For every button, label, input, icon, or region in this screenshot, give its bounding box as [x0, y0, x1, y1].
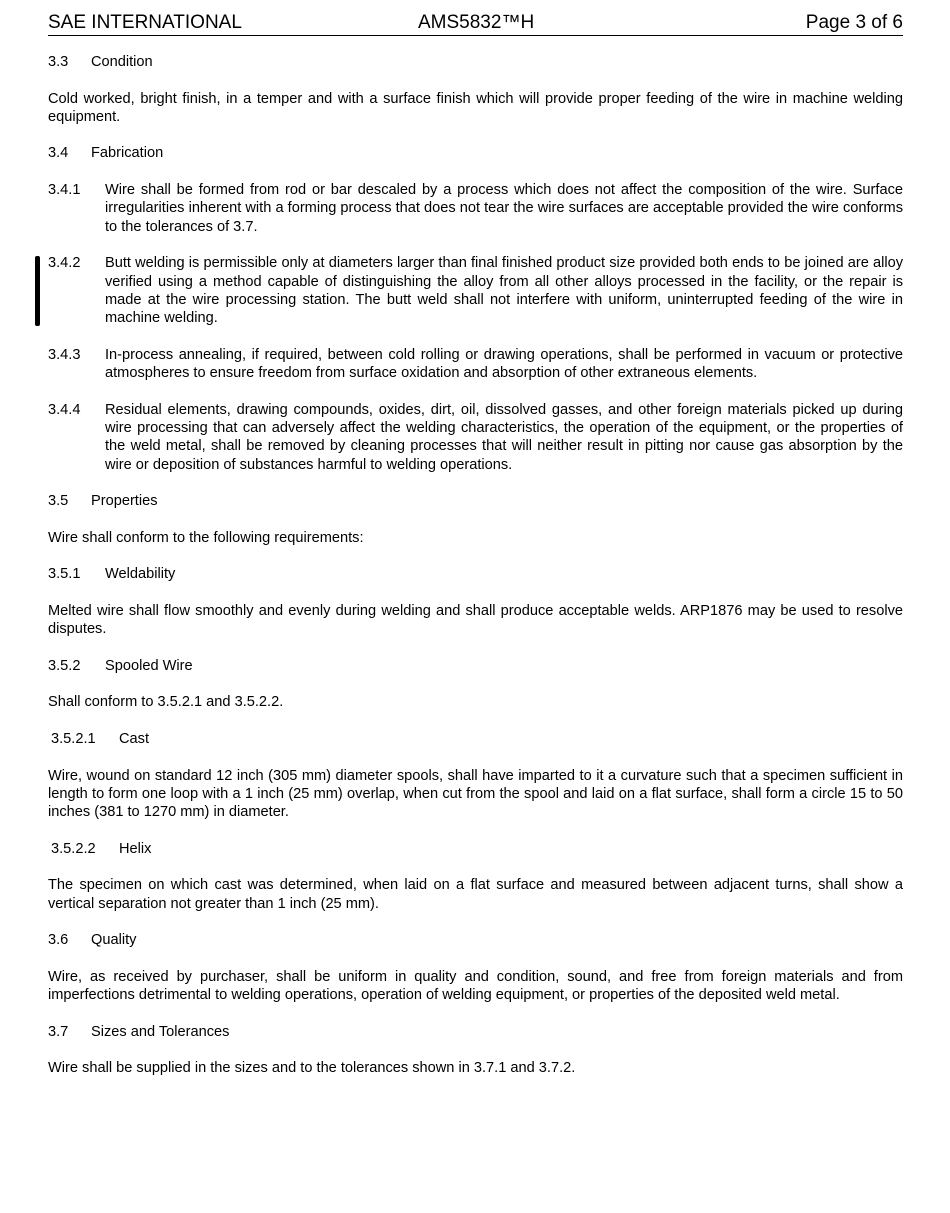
document-body — [48, 53, 903, 1078]
section-3-5-2-2-text: The specimen on which cast was determined, when laid on a flat surface and measured between adjacent turns, shall show a vertical separation not greater than 1 inch (25 mm). — [48, 877, 903, 912]
section-3-3-heading: 3.3 Condition — [48, 54, 153, 70]
section-3-3-text: Cold worked, bright finish, in a temper and with a surface finish which will provide proper feeding of the wire in machine welding equipment. — [48, 90, 903, 125]
page-header — [48, 11, 903, 36]
section-3-5-2-text: Shall conform to 3.5.2.1 and 3.5.2.2. — [48, 694, 284, 711]
section-3-4-heading: 3.4 Fabrication — [48, 145, 164, 162]
section-3-5-2-heading: 3.5.2 Spooled Wire — [48, 657, 193, 674]
section-3-6-heading: 3.6 Quality — [48, 932, 137, 949]
section-3-7-text: Wire shall be supplied in the sizes and to the tolerances shown in 3.7.1 and 3.7.2. — [48, 1060, 576, 1077]
section-3-5-1-heading: 3.5.1 Weldability — [48, 566, 176, 583]
header-doc-id: AMS5832™H — [418, 12, 535, 33]
header-page-number: Page 3 of 6 — [805, 12, 903, 33]
section-3-5-2-1-heading: 3.5.2.1 Cast — [51, 730, 150, 747]
section-3-5-1-text: Melted wire shall flow smoothly and evenly during welding and shall produce acceptable welds. ARP1876 may be used to resolve disputes. — [48, 602, 903, 638]
section-3-5-text: Wire shall conform to the following requirements: — [48, 529, 364, 546]
section-3-4-3: 3.4.3 In-process annealing, if required, between cold rolling or drawing operations, shall be performed in vacuum or protective atmospheres to ensure freedom from surface oxidation and absorption of other extraneous elements. — [48, 346, 903, 382]
header-org: SAE INTERNATIONAL — [48, 12, 242, 33]
section-3-4-4: 3.4.4 Residual elements, drawing compounds, oxides, dirt, oil, dissolved gasses, and other foreign materials picked up during wire processing that can adversely affect the welding characteristics, the operation of the equipment, or the properties of the weld metal, shall be removed by cleaning processes that will neither result in pitting nor cause gas absorption by the wire or deposition of substances harmful to welding operations. — [48, 401, 903, 473]
revision-change-bar — [35, 256, 40, 326]
section-3-6-text: Wire, as received by purchaser, shall be uniform in quality and condition, sound, and free from foreign materials and from imperfections detrimental to welding operations, operation of welding equipment, or properties of the deposited weld metal. — [48, 968, 903, 1004]
section-3-5-heading: 3.5 Properties — [48, 493, 158, 510]
section-3-5-2-2-heading: 3.5.2.2 Helix — [51, 840, 152, 857]
section-3-4-2: 3.4.2 Butt welding is permissible only at diameters larger than final finished product size provided both ends to be joined are alloy verified using a method capable of distinguishing the alloy from all other alloys processed in the facility, or the repair is made at the wire processing station. The butt weld shall not interfere with uniform, uninterrupted feeding of the wire in machine welding. — [48, 255, 903, 327]
section-3-4-1: 3.4.1 Wire shall be formed from rod or bar descaled by a process which does not affect the composition of the wire. Surface irregularities inherent with a forming process that does not tear the wire surfaces are acceptable provided the wire conforms to the tolerances of 3.7. — [48, 182, 903, 235]
section-3-5-2-1-text: Wire, wound on standard 12 inch (305 mm) diameter spools, shall have imparted to it a curvature such that a specimen sufficient in length to form one loop with a 1 inch (25 mm) overlap, when cut from the spool and laid on a flat surface, shall form a circle 15 to 50 inches (381 to 1270 mm) in diameter. — [48, 767, 903, 821]
section-3-7-heading: 3.7 Sizes and Tolerances — [48, 1023, 230, 1040]
